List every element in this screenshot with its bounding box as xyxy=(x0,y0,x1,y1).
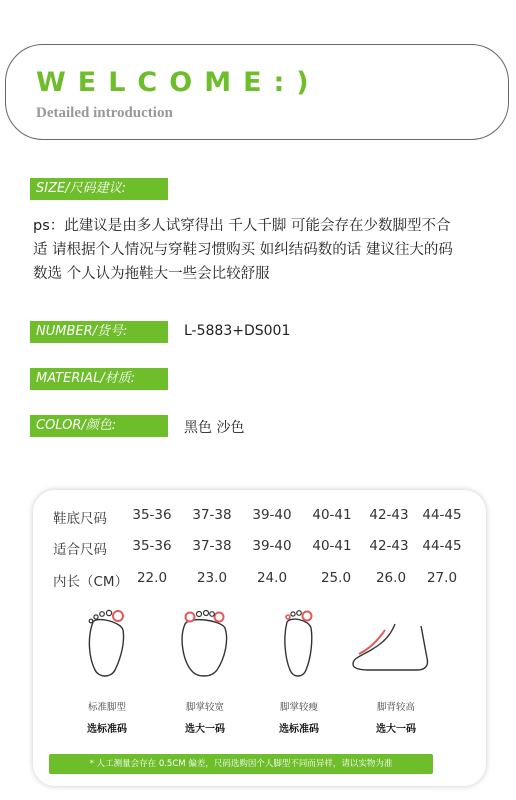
high-instep-foot-icon xyxy=(351,620,431,674)
size-tag: SIZE/尺码建议: xyxy=(30,178,168,200)
table-cell: 39-40 xyxy=(252,538,292,554)
color-value: 黑色 沙色 xyxy=(184,420,245,436)
table-cell: 39-40 xyxy=(252,507,292,523)
table-cell: 23.0 xyxy=(196,570,228,586)
measurement-notice: * 人工测量会存在 0.5CM 偏差，尺码选购因个人脚型不同而异样，请以实物为准 xyxy=(49,754,433,774)
foot-type-label: 脚掌较宽 xyxy=(185,702,224,713)
table-cell: 37-38 xyxy=(192,507,232,523)
wide-foot-icon xyxy=(177,608,233,680)
material-tag: MATERIAL/材质: xyxy=(30,368,168,390)
foot-type-advice: 选标准码 xyxy=(279,724,319,735)
welcome-banner xyxy=(5,44,509,140)
foot-type-label: 标准脚型 xyxy=(87,702,126,713)
thin-foot-icon xyxy=(275,608,323,680)
size-advice-line: 适 请根据个人情况与穿鞋习惯购买 如纠结码数的话 建议往大的码 xyxy=(33,242,453,258)
row-label-fit-size: 适合尺码 xyxy=(53,542,107,558)
table-cell: 37-38 xyxy=(192,538,232,554)
welcome-title: WELCOME:) xyxy=(36,67,321,98)
table-cell: 24.0 xyxy=(256,570,288,586)
foot-type-label: 脚背较高 xyxy=(376,702,415,713)
number-value: L-5883+DS001 xyxy=(184,323,291,339)
table-cell: 40-41 xyxy=(312,507,352,523)
row-label-inner-length: 内长（CM） xyxy=(53,574,129,590)
table-cell: 35-36 xyxy=(132,538,172,554)
table-cell: 44-45 xyxy=(422,507,462,523)
size-advice-line: ps：此建议是由多人试穿得出 千人千脚 可能会存在少数脚型不合 xyxy=(33,218,451,234)
standard-foot-icon xyxy=(81,608,133,680)
table-cell: 25.0 xyxy=(320,570,352,586)
size-advice-line: 数选 个人认为拖鞋大一些会比较舒服 xyxy=(33,266,270,282)
size-advice-paragraph xyxy=(33,214,495,286)
table-cell: 40-41 xyxy=(312,538,352,554)
table-cell: 42-43 xyxy=(369,538,409,554)
foot-type-label: 脚掌较瘦 xyxy=(279,702,318,713)
table-cell: 22.0 xyxy=(136,570,168,586)
table-cell: 44-45 xyxy=(422,538,462,554)
foot-type-advice: 选大一码 xyxy=(376,724,416,735)
row-label-sole-size: 鞋底尺码 xyxy=(53,511,107,527)
size-chart-card xyxy=(33,490,486,786)
table-cell: 26.0 xyxy=(375,570,407,586)
table-cell: 42-43 xyxy=(369,507,409,523)
welcome-subtitle: Detailed introduction xyxy=(36,105,173,121)
table-cell: 35-36 xyxy=(132,507,172,523)
foot-type-advice: 选大一码 xyxy=(185,724,225,735)
table-cell: 27.0 xyxy=(426,570,458,586)
number-tag: NUMBER/货号: xyxy=(30,321,168,343)
color-tag: COLOR/颜色: xyxy=(30,415,168,437)
foot-type-advice: 选标准码 xyxy=(87,724,127,735)
